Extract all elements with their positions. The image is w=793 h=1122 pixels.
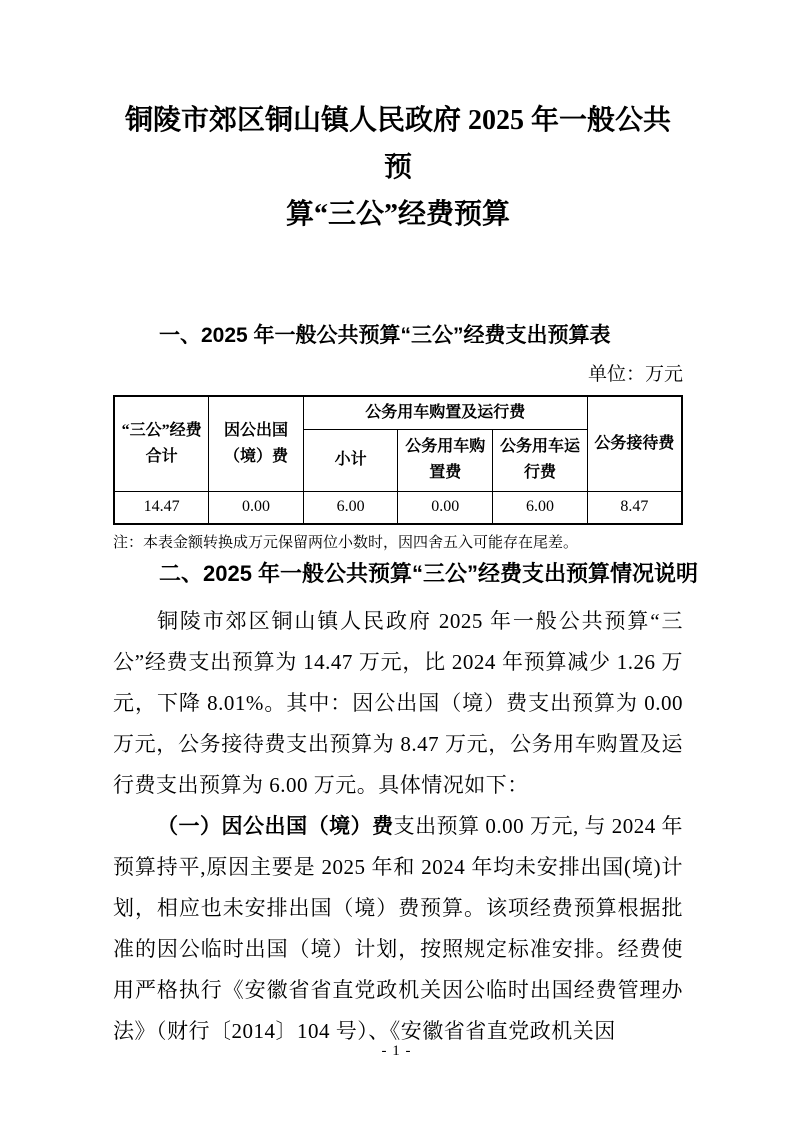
paragraph-abroad-detail bbox=[113, 806, 683, 1052]
section-1-heading: 一、2025 年一般公共预算“三公”经费支出预算表 bbox=[159, 324, 611, 347]
th-vehicle-group: 公务用车购置及运行费 bbox=[303, 396, 587, 429]
section-2-heading: 二、2025 年一般公共预算“三公”经费支出预算情况说明 bbox=[159, 561, 699, 586]
value-reception-fee: 8.47 bbox=[587, 491, 682, 524]
unit-label: 单位：万元 bbox=[587, 364, 683, 385]
th-vehicle-purchase: 公务用车购置费 bbox=[398, 429, 493, 491]
paragraph-overview: 铜陵市郊区铜山镇人民政府 2025 年一般公共预算“三公”经费支出预算为 14.47 万元，比 2024 年预算减少 1.26 万元，下降 8.01%。其中：因公出国（境）费支出预算为 0.00 万元，公务接待费支出预算为 8.47 万元，公务用车购置及运行费支出预算为 6.00 万元。具体情况如下： bbox=[113, 609, 683, 797]
th-reception-fee: 公务接待费 bbox=[587, 396, 682, 491]
value-sangong-total: 14.47 bbox=[114, 491, 209, 524]
table-row bbox=[114, 491, 682, 524]
page-number: - 1 - bbox=[381, 1043, 412, 1059]
th-vehicle-subtotal: 小计 bbox=[303, 429, 398, 491]
th-sangong-total: “三公”经费合计 bbox=[114, 396, 209, 491]
paragraph-abroad-lead: （一）因公出国（境）费 bbox=[157, 814, 394, 838]
doc-title-line-2: 算“三公”经费预算 bbox=[285, 199, 510, 230]
th-vehicle-operation: 公务用车运行费 bbox=[493, 429, 588, 491]
value-vehicle-operation: 6.00 bbox=[493, 491, 588, 524]
value-vehicle-purchase: 0.00 bbox=[398, 491, 493, 524]
value-vehicle-subtotal: 6.00 bbox=[303, 491, 398, 524]
paragraph-abroad-rest: 支出预算 0.00 万元, 与 2024 年预算持平,原因主要是 2025 年和 2024 年均未安排出国(境)计划，相应也未安排出国（境）费预算。该项经费预算根据批准的因公临时出国（境）计划，按照规定标准安排。经费使用严格执行《安徽省省直党政机关因公临时出国经费管理办法》（财行〔2014〕104 号）、《安徽省省直党政机关因 bbox=[113, 814, 684, 1043]
th-abroad-fee: 因公出国（境）费 bbox=[209, 396, 304, 491]
doc-title bbox=[113, 97, 683, 238]
doc-title-line-1: 铜陵市郊区铜山镇人民政府 2025 年一般公共预 bbox=[124, 105, 671, 183]
table-note: 注：本表金额转换成万元保留两位小数时，因四舍五入可能存在尾差。 bbox=[113, 535, 579, 551]
budget-table bbox=[113, 395, 683, 525]
value-abroad-fee: 0.00 bbox=[209, 491, 304, 524]
